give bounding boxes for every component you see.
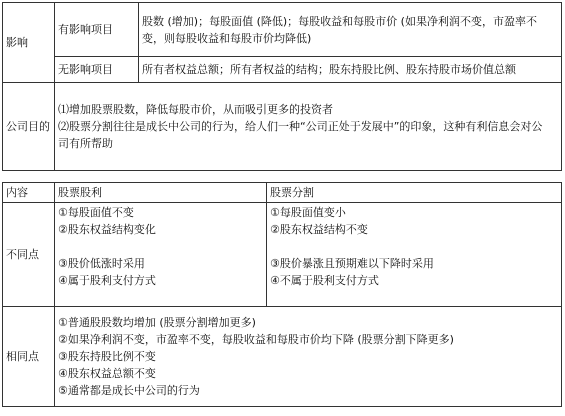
affected-items-label: 有影响项目	[55, 3, 139, 57]
dividend-diff-4: ③股价低涨时采用	[58, 257, 145, 270]
unaffected-items-label: 无影响项目	[55, 57, 139, 83]
split-diff-1: ①每股面值变小	[270, 206, 346, 219]
split-diff-3	[270, 238, 558, 255]
similarity-5: ⑤通常都是成长中公司的行为	[58, 384, 200, 397]
header-content: 内容	[3, 183, 55, 203]
purpose-text	[55, 83, 562, 171]
purpose-line-2: ⑵股票分割往往是成长中公司的行为，给人们一种“公司正处于发展中”的印象，这种有利信息会对公	[58, 120, 543, 133]
dividend-diff-5: ④属于股利支付方式	[58, 274, 156, 287]
purpose-line-3: 司有所帮助	[58, 137, 113, 150]
similarity-1: ①普通股股数均增加 (股票分割增加更多)	[58, 316, 256, 329]
unaffected-items-text: 所有者权益总额；所有者权益的结构；股东持股比例、股东持股市场价值总额	[139, 57, 562, 83]
affected-line-1: 股数 (增加)；每股面值 (降低)；每股收益和每股市价 (如果净利润不变，市盈率不	[142, 14, 537, 28]
header-stock-split: 股票分割	[267, 183, 562, 203]
dividend-diff-3	[58, 238, 263, 255]
similarity-3: ③股东持股比例不变	[58, 350, 156, 363]
similarity-4: ④股东权益总额不变	[58, 367, 156, 380]
header-stock-dividend: 股票股利	[55, 183, 267, 203]
similarities-label: 相同点	[3, 307, 55, 407]
dividend-diff-2: ②股东权益结构变化	[58, 223, 156, 236]
dividend-vs-split-table	[2, 182, 562, 407]
affected-items-text	[139, 3, 562, 57]
dividend-diff-1: ①每股面值不变	[58, 206, 134, 219]
similarity-2: ②如果净利润不变，市盈率不变，每股收益和每股市价均下降 (股票分割下降更多)	[58, 333, 454, 346]
differences-label: 不同点	[3, 203, 55, 307]
split-diff-4: ③股价暴涨且预期难以下降时采用	[270, 257, 434, 270]
impact-label: 影响	[3, 3, 55, 83]
split-diff-2: ②股东权益结构不变	[270, 223, 368, 236]
split-diff-5: ④不属于股利支付方式	[270, 274, 379, 287]
similarities-text	[55, 307, 562, 407]
split-differences	[267, 203, 562, 307]
dividend-differences	[55, 203, 267, 307]
impact-purpose-table	[2, 2, 562, 171]
purpose-line-1: ⑴增加股票股数，降低每股市价，从而吸引更多的投资者	[58, 103, 333, 116]
purpose-label: 公司目的	[3, 83, 55, 171]
affected-line-2: 变，则每股收益和每股市价均降低)	[142, 31, 312, 45]
